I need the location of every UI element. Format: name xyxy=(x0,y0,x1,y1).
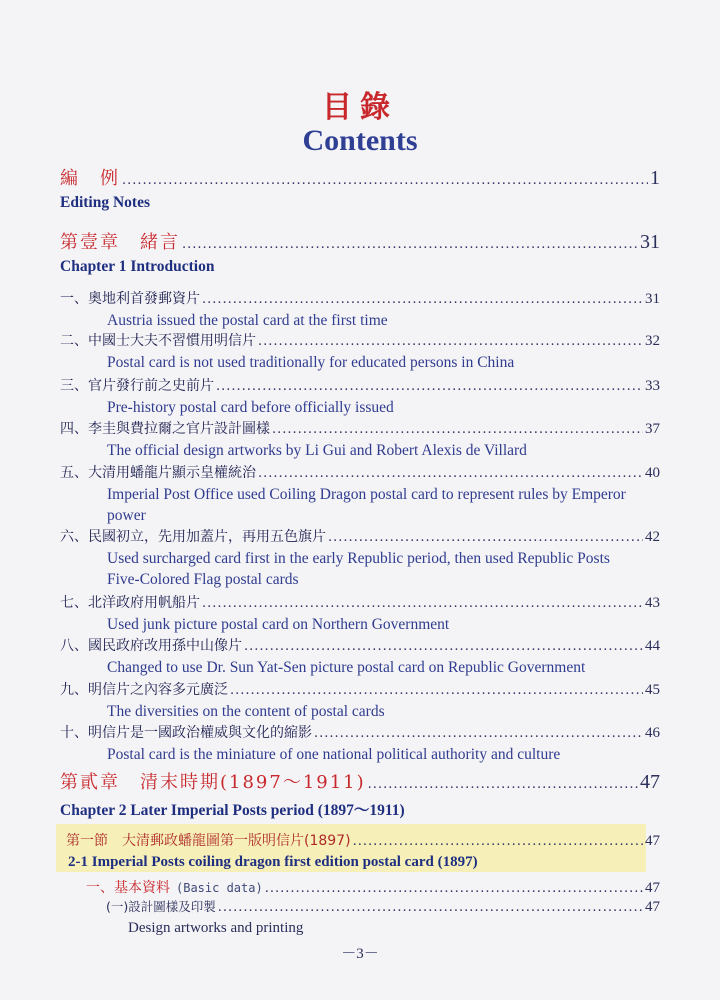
leader-dots xyxy=(230,683,643,698)
page-number: 45 xyxy=(645,682,660,698)
toc-basic-data[interactable] xyxy=(60,877,660,897)
leader-dots xyxy=(216,379,643,394)
section-title-zh: 八、國民政府改用孫中山像片 xyxy=(60,638,242,654)
section-title-en: Imperial Post Office used Coiling Dragon postal card to represent rules by Emperor power xyxy=(107,486,626,524)
toc-section-6[interactable] xyxy=(60,526,660,590)
basic-data-en: (Basic data) xyxy=(176,881,263,895)
section-title-en: Austria issued the postal card at the first time xyxy=(107,312,388,329)
toc-chapter-2[interactable] xyxy=(60,768,660,820)
basic-data-zh: 一、基本資料 xyxy=(86,880,170,896)
toc-section-5[interactable] xyxy=(60,462,660,526)
page-number: 44 xyxy=(645,638,660,654)
toc-design-artworks[interactable] xyxy=(60,897,660,937)
leader-dots xyxy=(272,422,643,437)
toc-section-4[interactable] xyxy=(60,418,660,461)
page-number: 31 xyxy=(640,231,660,253)
toc-editing-notes[interactable] xyxy=(60,164,660,212)
section-title-en: Used junk picture postal card on Northern Government xyxy=(107,616,450,633)
section-title-en: Used surcharged card first in the early Republic period, then used Republic Posts Five-Colored Flag postal cards xyxy=(107,550,610,588)
toc-section-2-1[interactable] xyxy=(60,830,660,871)
leader-dots xyxy=(258,334,643,349)
section-title-zh: 三、官片發行前之史前片 xyxy=(60,378,214,394)
page-footer-number: －3－ xyxy=(341,946,379,962)
page-number: 43 xyxy=(645,595,660,611)
section-2-1-en: 2-1 Imperial Posts coiling dragon first edition postal card (1897) xyxy=(68,854,478,870)
page-number: 47 xyxy=(645,833,660,849)
leader-dots xyxy=(182,237,638,252)
page-number: 47 xyxy=(645,880,660,896)
leader-dots xyxy=(202,596,643,611)
section-2-1-zh: 第一節 大清郵政蟠龍圖第一版明信片(1897) xyxy=(66,833,351,849)
leader-dots xyxy=(368,777,638,792)
leader-dots xyxy=(314,726,643,741)
page-number: 32 xyxy=(645,333,660,349)
leader-dots xyxy=(328,530,643,545)
page-number: 47 xyxy=(640,771,660,793)
page-number: 46 xyxy=(645,725,660,741)
section-title-zh: 十、明信片是一國政治權威與文化的縮影 xyxy=(60,725,312,741)
section-title-zh: 九、明信片之內容多元廣泛 xyxy=(60,682,228,698)
page-number: 33 xyxy=(645,378,660,394)
page-number: 47 xyxy=(645,899,660,915)
section-title-en: Pre-history postal card before officially issued xyxy=(107,399,394,416)
toc-section-10[interactable] xyxy=(60,722,660,765)
leader-dots xyxy=(202,292,643,307)
chapter-1-zh: 第壹章 緒言 xyxy=(60,232,180,253)
toc-section-1[interactable] xyxy=(60,288,660,331)
leader-dots xyxy=(218,900,643,915)
toc-section-9[interactable] xyxy=(60,679,660,722)
design-artworks-en: Design artworks and printing xyxy=(128,920,304,936)
page-number: 42 xyxy=(645,529,660,545)
leader-dots xyxy=(258,466,643,481)
toc-section-2[interactable] xyxy=(60,330,660,373)
leader-dots xyxy=(265,881,643,896)
toc-section-7[interactable] xyxy=(60,592,660,635)
chapter-1-en: Chapter 1 Introduction xyxy=(60,258,215,275)
section-title-zh: 四、李圭與費拉爾之官片設計圖樣 xyxy=(60,421,270,437)
editing-notes-en: Editing Notes xyxy=(60,194,150,211)
section-title-zh: 一、奧地利首發郵資片 xyxy=(60,291,200,307)
page-number: 40 xyxy=(645,465,660,481)
editing-notes-zh: 編 例 xyxy=(60,168,120,189)
chapter-2-en: Chapter 2 Later Imperial Posts period (1897～1911) xyxy=(60,802,405,819)
leader-dots xyxy=(244,639,643,654)
title-zh: 目錄 xyxy=(322,90,398,125)
page-number: 1 xyxy=(650,167,660,189)
title-en: Contents xyxy=(302,124,418,157)
design-artworks-zh: (一)設計圖樣及印製 xyxy=(106,899,216,914)
section-title-en: Changed to use Dr. Sun Yat-Sen picture postal card on Republic Government xyxy=(107,659,586,676)
leader-dots xyxy=(353,834,643,849)
section-title-zh: 六、民國初立，先用加蓋片，再用五色旗片 xyxy=(60,529,326,545)
toc-chapter-1[interactable] xyxy=(60,228,660,276)
leader-dots xyxy=(122,173,648,188)
page-number: 31 xyxy=(645,291,660,307)
section-title-en: Postal card is not used traditionally for educated persons in China xyxy=(107,354,515,371)
section-title-zh: 二、中國士大夫不習慣用明信片 xyxy=(60,333,256,349)
chapter-2-zh: 第貳章 清末時期(1897～1911) xyxy=(60,772,366,793)
page-number: 37 xyxy=(645,421,660,437)
section-title-zh: 五、大清用蟠龍片顯示皇權統治 xyxy=(60,465,256,481)
section-title-en: Postal card is the miniature of one national political authority and culture xyxy=(107,746,561,763)
section-title-en: The diversities on the content of postal cards xyxy=(107,703,385,720)
toc-section-3[interactable] xyxy=(60,375,660,418)
section-title-zh: 七、北洋政府用帆船片 xyxy=(60,595,200,611)
section-title-en: The official design artworks by Li Gui and Robert Alexis de Villard xyxy=(107,442,527,459)
toc-section-8[interactable] xyxy=(60,635,660,678)
